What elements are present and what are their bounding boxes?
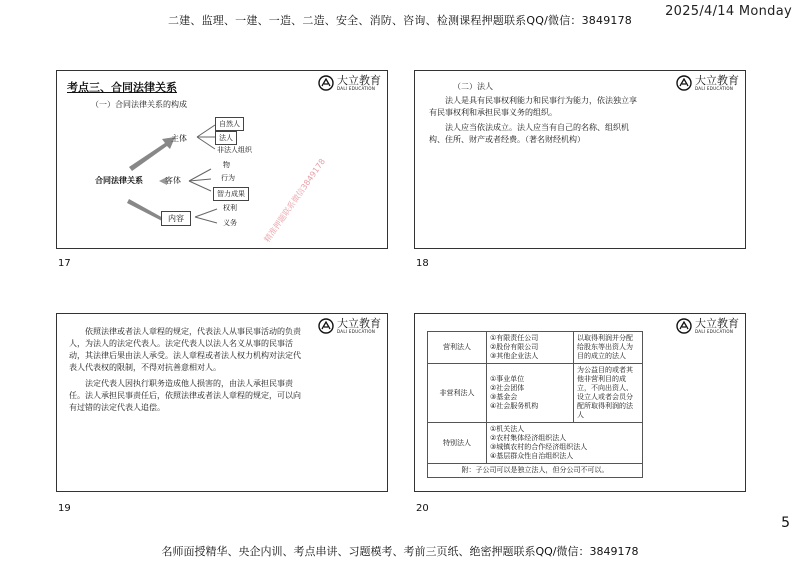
paragraph-2: 法人应当依法成立。法人应当有自己的名称、组织机构、住所、财产或者经费。（著名财经机构） xyxy=(429,123,629,144)
slide-subtitle: （一）合同法律关系的构成 xyxy=(91,100,187,109)
diagram-object: 客体 xyxy=(165,176,181,185)
slide-title: 考点三、合同法律关系 xyxy=(67,81,177,94)
logo-sub: DALI EDUCATION xyxy=(337,329,376,334)
slide-17 xyxy=(56,70,388,249)
logo-icon xyxy=(676,318,692,334)
table-row xyxy=(428,464,643,478)
table-row xyxy=(428,332,643,364)
row-type: 营利法人 xyxy=(428,332,487,364)
slide-20 xyxy=(414,313,746,492)
logo-name: 大立教育 xyxy=(337,317,381,330)
row-items: ①机关法人 ②农村集体经济组织法人 ③城镇农村的合作经济组织法人 ④基层群众性自治组织法人 xyxy=(487,423,643,464)
table-row xyxy=(428,423,643,464)
header-date: 2025/4/14 Monday xyxy=(665,4,792,19)
slide-18 xyxy=(414,70,746,249)
logo xyxy=(676,318,739,334)
logo-name: 大立教育 xyxy=(695,74,739,87)
diagram-center: 合同法律关系 xyxy=(95,176,143,185)
slide-number-19: 19 xyxy=(58,503,71,514)
row-desc: 以取得利润并分配给股东等出资人为目的成立的法人 xyxy=(574,332,643,364)
slide-heading: （二）法人 xyxy=(453,82,493,91)
diagram-subject: 主体 xyxy=(171,134,187,143)
logo-sub: DALI EDUCATION xyxy=(695,86,734,91)
paragraph-2: 法定代表人因执行职务造成他人损害的，由法人承担民事责任。法人承担民事责任后，依照法律或者法人章程的规定，可以向有过错的法定代表人追偿。 xyxy=(69,379,301,412)
subject-item-2: 法人 xyxy=(215,131,237,145)
diagram-arrows xyxy=(57,71,387,248)
page-number: 5 xyxy=(781,515,790,531)
table-row xyxy=(428,364,643,423)
content-item-2: 义务 xyxy=(223,219,237,227)
object-item-1: 物 xyxy=(223,161,230,169)
slide-number-17: 17 xyxy=(58,258,71,269)
diagram-content: 内容 xyxy=(161,211,191,226)
row-type: 非营利法人 xyxy=(428,364,487,423)
logo-name: 大立教育 xyxy=(695,317,739,330)
logo-sub: DALI EDUCATION xyxy=(695,329,734,334)
row-items: ①有限责任公司 ②股份有限公司 ③其他企业法人 xyxy=(487,332,574,364)
logo xyxy=(318,318,381,334)
header-promo: 二建、监理、一建、一造、二造、安全、消防、咨询、检测课程押题联系QQ/微信：3849178 xyxy=(167,14,632,27)
subject-item-1: 自然人 xyxy=(215,117,244,131)
slide-19 xyxy=(56,313,388,492)
object-item-2: 行为 xyxy=(221,174,235,182)
paragraph-1: 依照法律或者法人章程的规定，代表法人从事民事活动的负责人，为法人的法定代表人。法定代表人以法人名义从事的民事活动，其法律后果由法人承受。法人章程或者法人权力机构对法定代表人代表权的限制，不得对抗善意相对人。 xyxy=(69,327,301,372)
row-desc: 为公益目的或者其他非营利目的成立，不向出资人、设立人或者会员分配所取得利润的法人 xyxy=(574,364,643,423)
table-note: 附：子公司可以是独立法人，但分公司不可以。 xyxy=(428,464,643,478)
slide-body xyxy=(69,326,301,414)
subject-item-3: 非法人组织 xyxy=(217,146,252,154)
slide-body xyxy=(429,95,637,146)
logo-name: 大立教育 xyxy=(337,74,381,87)
watermark: 精准押题联系微信3849178 xyxy=(262,157,328,244)
legal-person-table xyxy=(427,331,643,478)
footer-promo: 名师面授精华、央企内训、考点串讲、习题模考、考前三页纸、绝密押题联系QQ/微信：3849178 xyxy=(161,545,639,558)
object-item-3: 智力成果 xyxy=(213,187,249,201)
logo-icon xyxy=(676,75,692,91)
row-type: 特别法人 xyxy=(428,423,487,464)
content-item-1: 权利 xyxy=(223,204,237,212)
slide-number-18: 18 xyxy=(416,258,429,269)
slide-number-20: 20 xyxy=(416,503,429,514)
logo-icon xyxy=(318,318,334,334)
logo-sub: DALI EDUCATION xyxy=(337,86,376,91)
paragraph-1: 法人是具有民事权利能力和民事行为能力，依法独立享有民事权利和承担民事义务的组织。 xyxy=(429,96,637,117)
row-items: ①事业单位 ②社会团体 ③基金会 ④社会服务机构 xyxy=(487,364,574,423)
logo xyxy=(676,75,739,91)
